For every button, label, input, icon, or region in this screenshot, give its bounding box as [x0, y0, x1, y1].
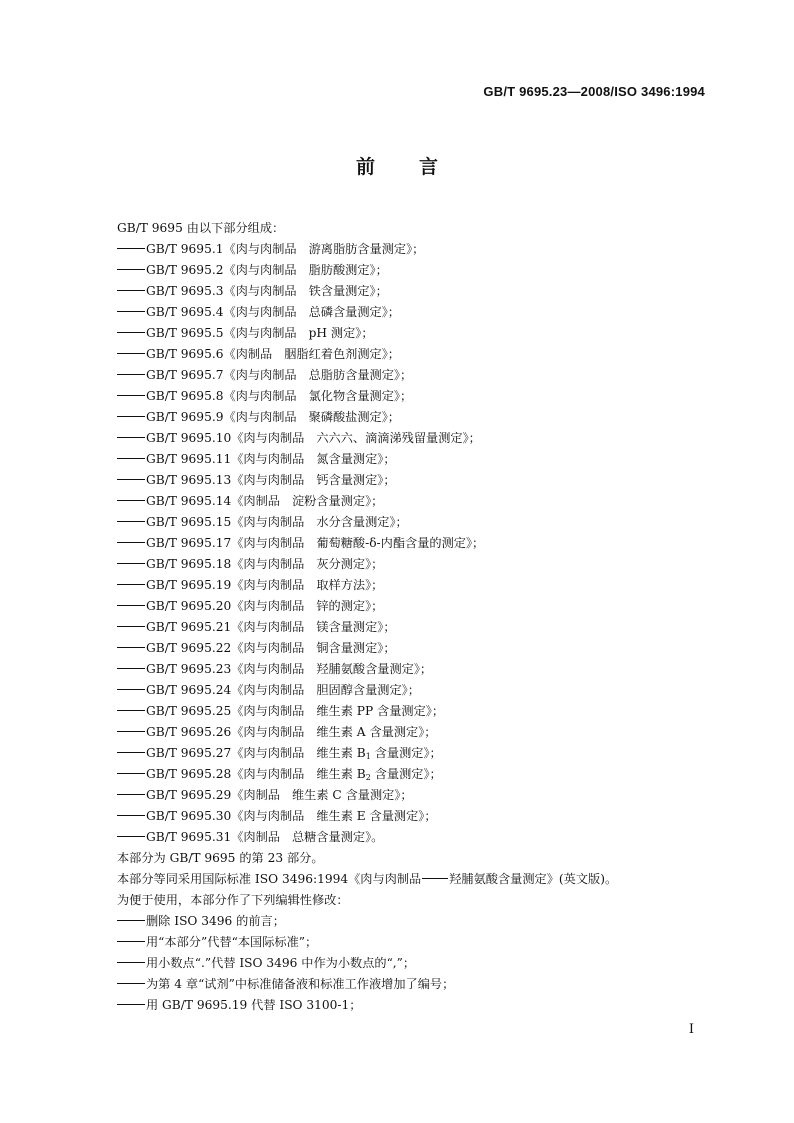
part-code: GB/T 9695.27: [146, 746, 232, 760]
part-name: 《肉与肉制品: [231, 599, 305, 613]
dash-mark: [117, 269, 145, 270]
part-code: GB/T 9695.13: [146, 473, 232, 487]
change-text: 删除 ISO 3496 的前言；: [146, 914, 285, 928]
dash-mark: [117, 836, 145, 837]
part-list-item: [117, 554, 717, 575]
part-topic: 钙含量测定》；: [316, 473, 396, 487]
part-list-item: [117, 449, 717, 470]
change-text: 用 GB/T 9695.19 代替 ISO 3100-1；: [146, 998, 362, 1012]
dash-mark: [117, 920, 145, 921]
dash-mark: [117, 710, 145, 711]
dash-mark: [117, 437, 145, 438]
foreword-body: [117, 218, 717, 1016]
part-code: GB/T 9695.23: [146, 662, 232, 676]
part-name: 《肉与肉制品: [223, 242, 297, 256]
part-name: 《肉制品: [231, 830, 280, 844]
part-topic: 维生素 B: [316, 767, 366, 781]
adoption-text-a: 本部分等同采用国际标准 ISO 3496:1994《肉与肉制品: [117, 872, 422, 886]
part-name: 《肉与肉制品: [231, 746, 305, 760]
part-name: 《肉与肉制品: [223, 284, 297, 298]
part-name: 《肉与肉制品: [223, 305, 297, 319]
part-topic: 葡萄糖酸-δ-内酯含量的测定》；: [316, 536, 485, 550]
part-topic: 维生素 E 含量测定》；: [316, 809, 437, 823]
part-code: GB/T 9695.22: [146, 641, 232, 655]
dash-mark: [117, 479, 145, 480]
part-list-item: [117, 428, 717, 449]
part-name: 《肉与肉制品: [231, 557, 305, 571]
part-code: GB/T 9695.31: [146, 830, 232, 844]
part-list-item: [117, 827, 717, 848]
paragraph-adoption: [117, 869, 717, 890]
part-list-item: [117, 386, 717, 407]
part-list-item: [117, 491, 717, 512]
part-list-item: [117, 302, 717, 323]
dash-mark: [117, 689, 145, 690]
dash-mark: [117, 941, 145, 942]
dash-mark: [117, 794, 145, 795]
part-name: 《肉与肉制品: [223, 263, 297, 277]
dash-mark: [422, 878, 448, 879]
part-topic: 胆固醇含量测定》；: [316, 683, 420, 697]
part-code: GB/T 9695.29: [146, 788, 232, 802]
part-topic: 氯化物含量测定》；: [308, 389, 413, 403]
dash-mark: [117, 983, 145, 984]
part-topic: 铁含量测定》；: [308, 284, 388, 298]
part-list-item: [117, 722, 717, 743]
part-list-item: [117, 281, 717, 302]
dash-mark: [117, 731, 145, 732]
page-title: 前言: [355, 156, 482, 178]
dash-mark: [117, 395, 145, 396]
part-topic: 总磷含量测定》；: [308, 305, 400, 319]
part-list-item: [117, 533, 717, 554]
part-list-item: [117, 575, 717, 596]
part-name: 《肉与肉制品: [231, 662, 305, 676]
standard-number-header: GB/T 9695.23—2008/ISO 3496:1994: [483, 84, 705, 99]
part-topic: 取样方法》；: [316, 578, 384, 592]
part-name: 《肉与肉制品: [231, 767, 305, 781]
part-code: GB/T 9695.25: [146, 704, 232, 718]
part-name: 《肉与肉制品: [223, 389, 297, 403]
dash-mark: [117, 311, 145, 312]
change-list-item: [117, 932, 717, 953]
part-topic: 淀粉含量测定》；: [291, 494, 384, 508]
dash-mark: [117, 500, 145, 501]
change-text: 用“本部分”代替“本国际标准”；: [146, 935, 318, 949]
part-name: 《肉与肉制品: [223, 368, 297, 382]
part-name: 《肉制品: [223, 347, 273, 361]
part-topic: 氮含量测定》；: [316, 452, 396, 466]
part-topic: pH 测定》；: [308, 326, 374, 340]
part-list-item: [117, 596, 717, 617]
part-name: 《肉与肉制品: [231, 809, 305, 823]
intro-line: GB/T 9695 由以下部分组成：: [117, 221, 285, 235]
part-name: 《肉与肉制品: [231, 641, 305, 655]
change-list-item: [117, 953, 717, 974]
part-list-item: [117, 638, 717, 659]
part-list-item: [117, 785, 717, 806]
part-list-item: [117, 512, 717, 533]
dash-mark: [117, 248, 145, 249]
dash-mark: [117, 521, 145, 522]
part-topic: 六六六、滴滴涕残留量测定》；: [316, 431, 481, 445]
part-code: GB/T 9695.11: [146, 452, 232, 466]
change-list-item: [117, 974, 717, 995]
paragraph: 为便于使用，本部分作了下列编辑性修改：: [117, 893, 349, 907]
part-name: 《肉与肉制品: [231, 704, 305, 718]
dash-mark: [117, 605, 145, 606]
part-code: GB/T 9695.10: [146, 431, 232, 445]
part-name: 《肉与肉制品: [223, 410, 297, 424]
part-topic: 灰分测定》；: [316, 557, 384, 571]
part-topic: 铜含量测定》；: [316, 641, 396, 655]
dash-mark: [117, 668, 145, 669]
part-list-item: [117, 659, 717, 680]
part-list-item: [117, 344, 717, 365]
part-topic: 聚磷酸盐测定》；: [308, 410, 400, 424]
part-list-item: [117, 407, 717, 428]
part-name: 《肉与肉制品: [231, 473, 305, 487]
part-topic: 总糖含量测定》。: [291, 830, 384, 844]
part-list-item: [117, 680, 717, 701]
part-name: 《肉与肉制品: [231, 725, 305, 739]
dash-mark: [117, 563, 145, 564]
part-list-item: [117, 470, 717, 491]
dash-mark: [117, 542, 145, 543]
part-topic: 维生素 PP 含量测定》；: [316, 704, 445, 718]
dash-mark: [117, 332, 145, 333]
part-topic: 维生素 A 含量测定》；: [316, 725, 437, 739]
dash-mark: [117, 584, 145, 585]
part-topic: 水分含量测定》；: [316, 515, 408, 529]
part-topic: 胭脂红着色剂测定》；: [284, 347, 400, 361]
part-code: GB/T 9695.14: [146, 494, 232, 508]
change-list-item: [117, 911, 717, 932]
part-code: GB/T 9695.7: [146, 368, 224, 382]
part-topic: 总脂肪含量测定》；: [308, 368, 413, 382]
part-list-item: [117, 743, 717, 764]
part-topic: 羟脯氨酸含量测定》；: [316, 662, 433, 676]
part-list-item: [117, 365, 717, 386]
parts-list: [117, 239, 717, 848]
dash-mark: [117, 647, 145, 648]
part-list-item: [117, 764, 717, 785]
part-code: GB/T 9695.1: [146, 242, 224, 256]
part-list-item: [117, 806, 717, 827]
part-code: GB/T 9695.20: [146, 599, 232, 613]
dash-mark: [117, 1004, 145, 1005]
dash-mark: [117, 374, 145, 375]
change-text: 用小数点“.”代替 ISO 3496 中作为小数点的“,”；: [146, 956, 416, 970]
part-name: 《肉制品: [231, 494, 280, 508]
change-text: 为第 4 章“试剂”中标准储备液和标准工作液增加了编号；: [146, 977, 455, 991]
part-code: GB/T 9695.19: [146, 578, 232, 592]
part-name: 《肉与肉制品: [223, 326, 297, 340]
part-topic-subscript: 2: [365, 773, 371, 782]
part-topic: 维生素 C 含量测定》；: [291, 788, 413, 802]
dash-mark: [117, 353, 145, 354]
page-number: I: [688, 1022, 694, 1037]
part-name: 《肉与肉制品: [231, 536, 305, 550]
dash-mark: [117, 626, 145, 627]
part-topic-end: 含量测定》；: [370, 746, 442, 760]
part-topic: 维生素 B: [316, 746, 366, 760]
part-code: GB/T 9695.2: [146, 263, 224, 277]
part-topic: 镁含量测定》；: [316, 620, 396, 634]
part-list-item: [117, 239, 717, 260]
part-topic: 游离脂肪含量测定》；: [308, 242, 425, 256]
adoption-text-b: 羟脯氨酸含量测定》(英文版)。: [449, 872, 618, 886]
dash-mark: [117, 458, 145, 459]
part-name: 《肉制品: [231, 788, 280, 802]
dash-mark: [117, 773, 145, 774]
part-code: GB/T 9695.21: [146, 620, 232, 634]
part-name: 《肉与肉制品: [231, 620, 305, 634]
part-code: GB/T 9695.4: [146, 305, 224, 319]
part-name: 《肉与肉制品: [231, 452, 305, 466]
part-name: 《肉与肉制品: [231, 578, 305, 592]
paragraph: 本部分为 GB/T 9695 的第 23 部分。: [117, 851, 324, 865]
part-topic-end: 含量测定》；: [370, 767, 442, 781]
dash-mark: [117, 962, 145, 963]
part-name: 《肉与肉制品: [231, 683, 305, 697]
part-code: GB/T 9695.18: [146, 557, 232, 571]
part-list-item: [117, 701, 717, 722]
dash-mark: [117, 815, 145, 816]
part-code: GB/T 9695.5: [146, 326, 224, 340]
part-code: GB/T 9695.24: [146, 683, 232, 697]
part-code: GB/T 9695.8: [146, 389, 224, 403]
part-name: 《肉与肉制品: [231, 431, 305, 445]
dash-mark: [117, 752, 145, 753]
part-code: GB/T 9695.9: [146, 410, 224, 424]
part-name: 《肉与肉制品: [231, 515, 305, 529]
part-code: GB/T 9695.30: [146, 809, 232, 823]
part-code: GB/T 9695.28: [146, 767, 232, 781]
dash-mark: [117, 416, 145, 417]
part-code: GB/T 9695.17: [146, 536, 232, 550]
part-topic-subscript: 1: [365, 752, 371, 761]
part-list-item: [117, 323, 717, 344]
changes-list: [117, 911, 717, 1016]
part-list-item: [117, 617, 717, 638]
part-topic: 锌的测定》；: [316, 599, 384, 613]
part-code: GB/T 9695.6: [146, 347, 224, 361]
part-code: GB/T 9695.26: [146, 725, 232, 739]
part-topic: 脂肪酸测定》；: [308, 263, 388, 277]
change-list-item: [117, 995, 717, 1016]
part-code: GB/T 9695.15: [146, 515, 232, 529]
part-list-item: [117, 260, 717, 281]
dash-mark: [117, 290, 145, 291]
part-code: GB/T 9695.3: [146, 284, 224, 298]
